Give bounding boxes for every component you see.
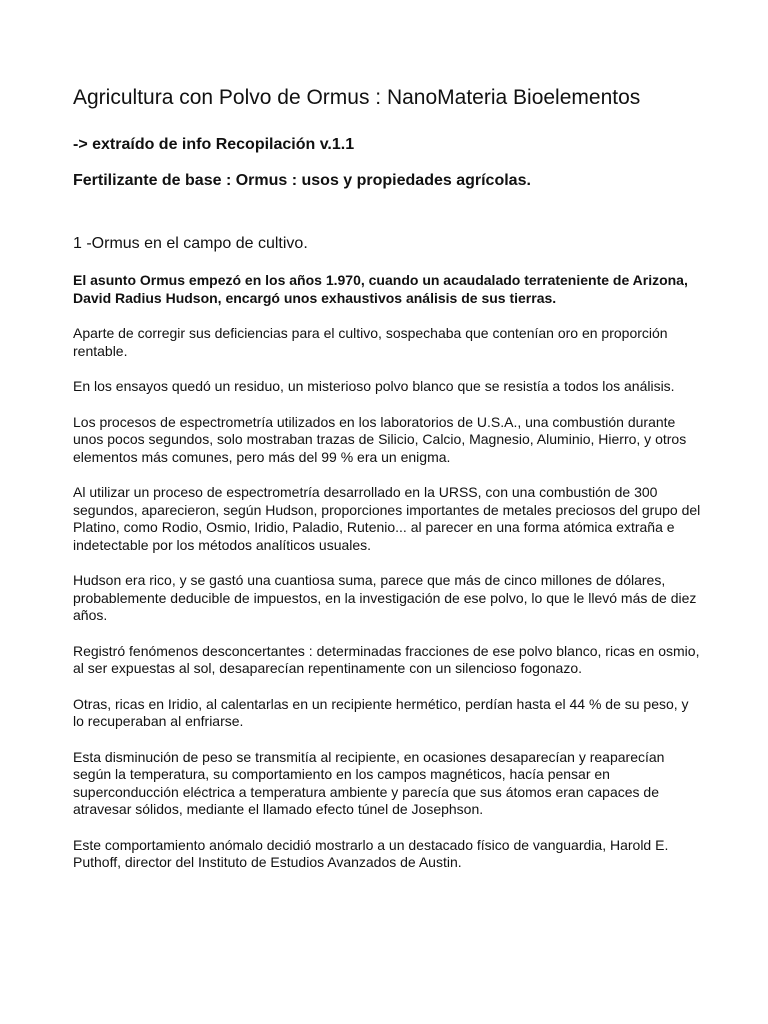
paragraph: Aparte de corregir sus deficiencias para el cultivo, sospechaba que contenían oro en proporción rentable. [73,325,668,359]
paragraph: En los ensayos quedó un residuo, un misterioso polvo blanco que se resistía a todos los análisis. [73,378,675,394]
paragraph: Otras, ricas en Iridio, al calentarlas en un recipiente hermético, perdían hasta el 44 % de su peso, y lo recuperaban al enfriarse. [73,695,689,729]
paragraph: Hudson era rico, y se gastó una cuantiosa suma, parece que más de cinco millones de dólares, probablemente deducible de impuestos, en la investigación de ese polvo, lo que le llevó más de diez años. [73,572,697,623]
lead-paragraph: El asunto Ormus empezó en los años 1.970, cuando un acaudalado terrateniente de Arizona, David Radius Hudson, encargó unos exhaustivos análisis de sus tierras. [73,272,688,306]
paragraph: Esta disminución de peso se transmitía al recipiente, en ocasiones desaparecían y reaparecían según la temperatura, su comportamiento en los campos magnéticos, hacía pensar en superconducción eléctrica a temperatura ambiente y parecía que sus átomos eran capaces de atravesar sólidos, mediante el llamado efecto túnel de Josephson. [73,748,665,817]
paragraph: Los procesos de espectrometría utilizados en los laboratorios de U.S.A., una combustión durante unos pocos segundos, solo mostraban trazas de Silicio, Calcio, Magnesio, Aluminio, Hierro, y otros elementos más comunes, pero más del 99 % era un enigma. [73,413,687,465]
document-subheading: Fertilizante de base : Ormus : usos y propiedades agrícolas. [73,172,531,189]
source-note: -> extraído de info Recopilación v.1.1 [73,136,355,153]
document-page [73,84,703,872]
section-heading: 1 -Ormus en el campo de cultivo. [73,235,308,252]
paragraph: Al utilizar un proceso de espectrometría desarrollado en la URSS, con una combustión de 300 segundos, aparecieron, según Hudson, proporciones importantes de metales preciosos del grupo del Platino, como Rodio, Osmio, Iridio, Paladio, Rutenio... al parecer en una forma atómica extraña e indetectable por los métodos analíticos usuales. [73,484,701,553]
paragraph: Registró fenómenos desconcertantes : determinadas fracciones de ese polvo blanco, ricas en osmio, al ser expuestas al sol, desaparecían repentinamente con un silencioso fogonazo. [73,642,700,676]
document-title: Agricultura con Polvo de Ormus : NanoMateria Bioelementos [73,86,641,109]
paragraph: Este comportamiento anómalo decidió mostrarlo a un destacado físico de vanguardia, Harold E. Puthoff, director del Instituto de Estudios Avanzados de Austin. [73,836,669,870]
